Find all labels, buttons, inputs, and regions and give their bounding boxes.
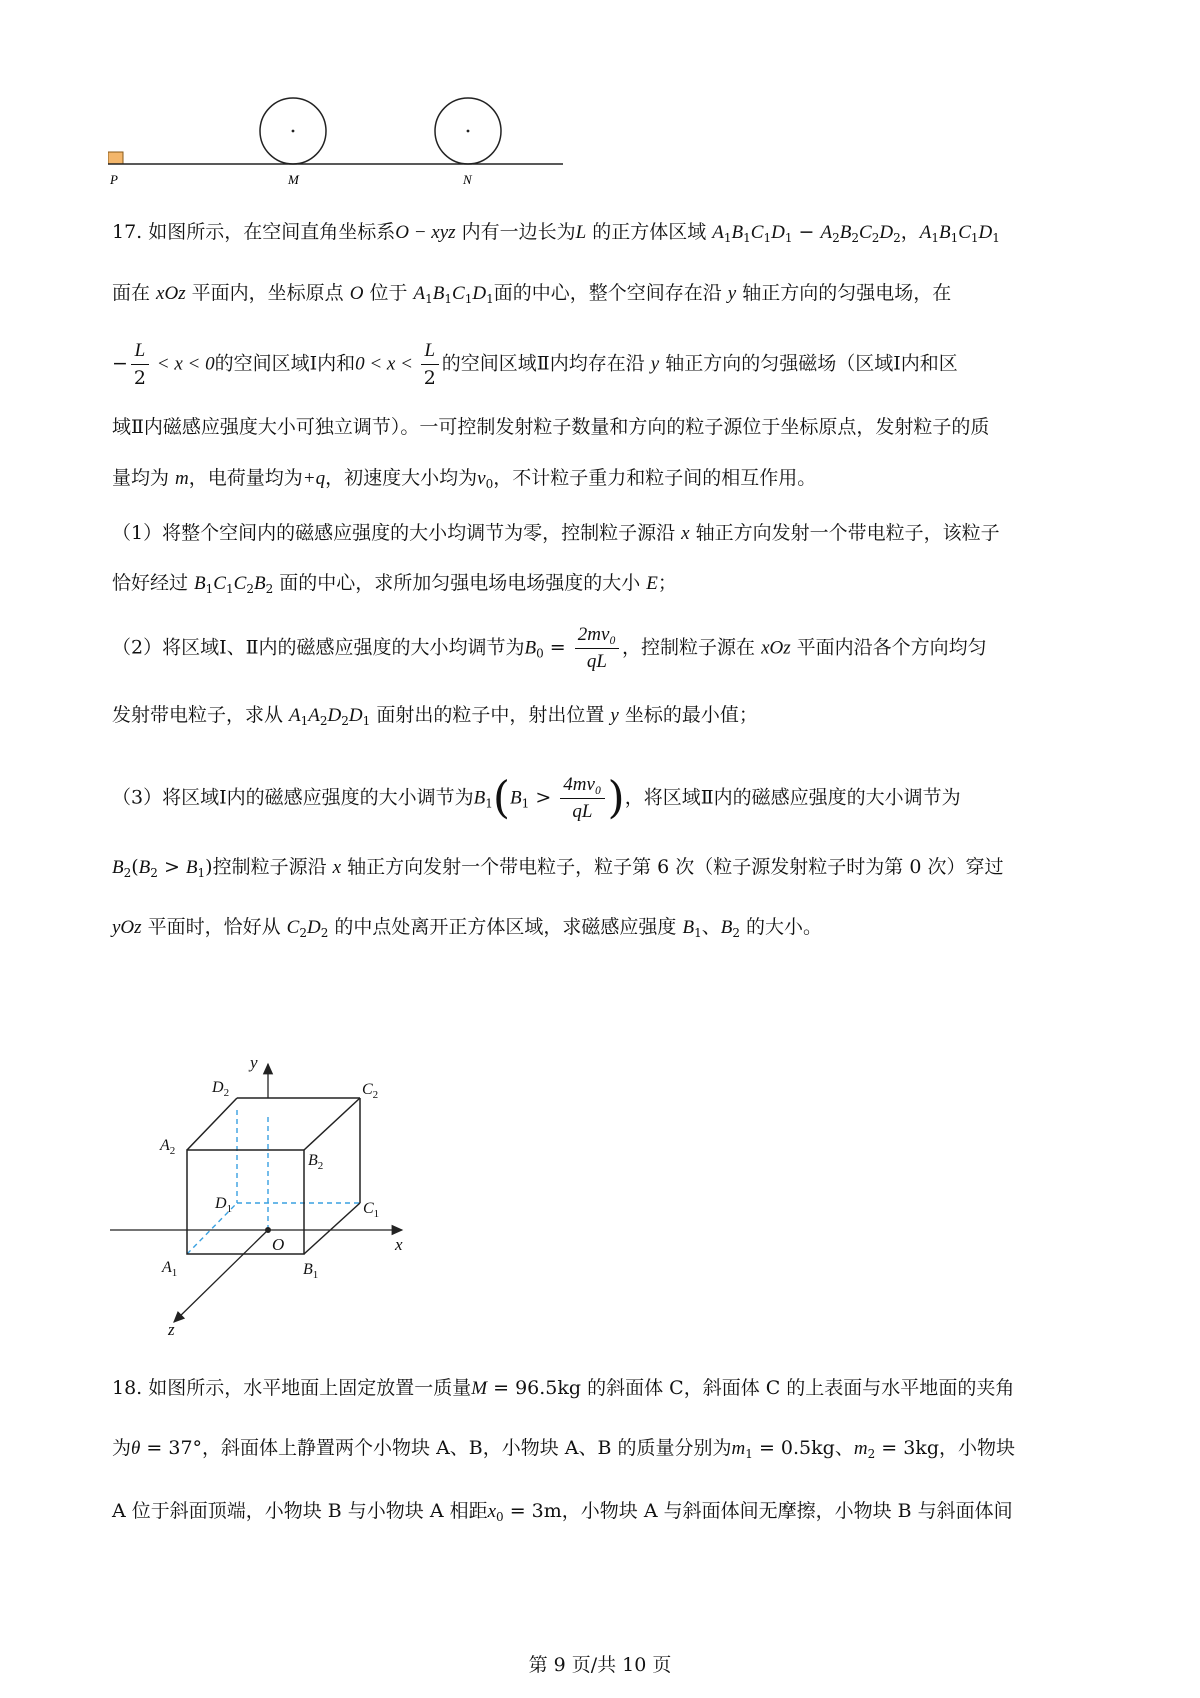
z-axis [174, 1230, 268, 1322]
track-figure [108, 95, 628, 205]
circle-n-center [467, 130, 470, 133]
q17-line-1: 17. 如图所示，在空间直角坐标系O − xyz 内有一边长为L 的正方体区域 $A_1B_1C_1D_1 - A_2B_2C_2D_2$，$A_1B_1C_1D_1$ [112, 221, 1000, 245]
q17-part3-line-2: $B_2(B_2 > B_1)$控制粒子源沿 x 轴正方向发射一个带电粒子，粒子第 6 次（粒子源发射粒子时为第 0 次）穿过 [112, 856, 1004, 880]
label-o: O [272, 1235, 285, 1254]
q17-part3-line-1: （3）将区域Ⅰ内的磁感应强度的大小调节为$B_1(B_1$ > $\frac{\text{4mv₀}}{qL}$ )，将区域Ⅱ内的磁感应强度的大小调节为 [112, 772, 961, 824]
q17-line-2: 面在 xOz 平面内，坐标原点 O 位于 $A_1B_1C_1D_1$面的中心，整个空间存在沿 y 轴正方向的匀强电场，在 [112, 282, 952, 306]
q17-part1-line-1: （1）将整个空间内的磁感应强度的大小均调节为零，控制粒子源沿 x 轴正方向发射一个带电粒子，该粒子 [112, 522, 1000, 544]
q17-part3-line-3: yOz 平面时，恰好从 $C_2D_2$ 的中点处离开正方体区域，求磁感应强度 $B_1$、$B_2$ 的大小。 [112, 916, 823, 940]
vertex-a2: $A_2$ [160, 1137, 176, 1157]
vertex-c1: $C_1$ [363, 1200, 380, 1220]
q17-part1-line-2: 恰好经过 $B_1C_1C_2B_2$ 面的中心，求所加匀强电场电场强度的大小 E； [112, 572, 677, 596]
q17-part2-line-2: 发射带电粒子，求从 $A_1A_2D_2D_1$ 面射出的粒子中，射出位置 y 坐标的最小值； [112, 704, 758, 728]
label-p: P [110, 172, 118, 187]
edge-b2-c2 [304, 1098, 360, 1150]
vertex-b1: $B_1$ [303, 1261, 319, 1281]
q17-line-5: 量均为 m，电荷量均为+q，初速度大小均为$v_0$，不计粒子重力和粒子间的相互作用。 [112, 467, 817, 491]
axis-label-y: y [250, 1053, 258, 1072]
edge-b1-c1 [304, 1203, 360, 1254]
vertex-d2: $D_2$ [212, 1079, 230, 1099]
q18-line-3: A 位于斜面顶端，小物块 B 与小物块 A 相距$x_0 = 3m$，小物块 A 与斜面体间无摩擦，小物块 B 与斜面体间 [112, 1500, 1013, 1524]
q17-line-4: 域Ⅱ内磁感应强度大小可独立调节）。一可控制发射粒子数量和方向的粒子源位于坐标原点，发射粒子的质 [112, 416, 990, 438]
axis-label-x: x [395, 1235, 403, 1254]
label-n: N [463, 172, 472, 187]
q18-line-1: 18. 如图所示，水平地面上固定放置一质量M = 96.5kg 的斜面体 C，斜面体 C 的上表面与水平地面的夹角 [112, 1377, 1015, 1399]
q17-line-3: − $\frac{L}{2}$ < x < 0的空间区域Ⅰ内和0 < x < $\frac{L}{2}$ 的空间区域Ⅱ内均存在沿 y 轴正方向的匀强磁场（区域Ⅰ内和区 [112, 340, 958, 389]
cube-front-face [187, 1150, 304, 1254]
vertex-a1: $A_1$ [162, 1259, 178, 1279]
axis-label-z: z [168, 1320, 175, 1339]
label-m: M [288, 172, 299, 187]
cube-figure [110, 1050, 460, 1340]
vertex-c2: $C_2$ [362, 1081, 379, 1101]
block-p [108, 152, 123, 164]
q17-part2-line-1: （2）将区域Ⅰ、Ⅱ内的磁感应强度的大小均调节为$B_0$ = $\frac{\text{2mv₀}}{qL}$ ，控制粒子源在 xOz 平面内沿各个方向均匀 [112, 624, 987, 672]
edge-a2-d2 [187, 1098, 237, 1150]
q18-line-2: 为θ = 37°，斜面体上静置两个小物块 A、B，小物块 A、B 的质量分别为$m_1 = 0.5kg$、$m_2 = 3kg$，小物块 [112, 1437, 1015, 1461]
vertex-d1: $D_1$ [215, 1195, 233, 1215]
origin-point [265, 1227, 271, 1233]
vertex-b2: $B_2$ [308, 1152, 324, 1172]
page-footer: 第 9 页/共 10 页 [528, 1654, 672, 1676]
circle-m-center [292, 130, 295, 133]
